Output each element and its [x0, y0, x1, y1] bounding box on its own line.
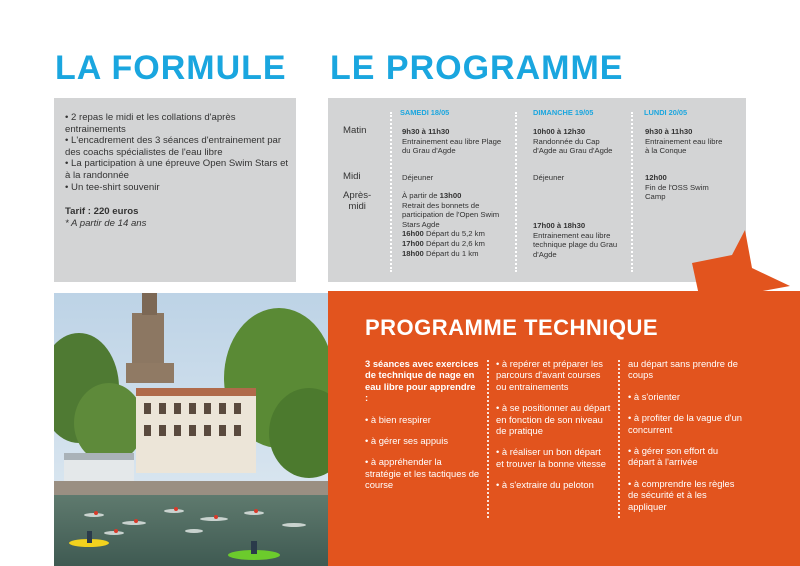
photo-illustration — [54, 293, 328, 566]
technique-item: • à gérer ses appuis — [365, 435, 449, 447]
technique-item: • à réaliser un bon départ et trouver la bonne vitesse — [496, 446, 606, 469]
prefix: À partir de — [402, 191, 440, 200]
technique-item: • à s'orienter — [628, 390, 680, 402]
time: 16h00 — [402, 229, 424, 239]
technique-col-1 — [365, 358, 480, 501]
technique-item: • à s'extraire du peloton — [496, 479, 594, 491]
formule-item: • La participation à une épreuve Open Swim Stars et à la randonnée — [65, 158, 289, 181]
agde-photo — [54, 293, 328, 566]
technique-divider — [618, 360, 620, 518]
technique-item: au départ sans prendre de coups — [628, 358, 738, 381]
time: 13h00 — [439, 191, 462, 200]
formule-item: • Un tee-shirt souvenir — [65, 181, 160, 193]
row-label-midi: Midi — [343, 171, 361, 182]
programme-title: LE PROGRAMME — [330, 49, 624, 87]
activity: Départ du 2,6 km — [423, 238, 485, 248]
day-header-lundi: LUNDI 20/05 — [644, 108, 688, 117]
formule-item: • 2 repas le midi et les collations d'après entrainements — [65, 112, 236, 135]
formule-title: LA FORMULE — [55, 49, 287, 87]
time: 9h30 à 11h30 — [402, 127, 450, 136]
technique-item: • à appréhender la stratégie et les tactiques de course — [365, 456, 480, 491]
day-header-dimanche: DIMANCHE 19/05 — [533, 108, 594, 117]
time: 12h00 — [645, 173, 667, 182]
technique-col-3 — [628, 358, 746, 522]
technique-col-2 — [496, 358, 611, 501]
row-label-apres-midi: Après- midi — [343, 190, 372, 212]
tarif-note: * A partir de 14 ans — [65, 217, 147, 229]
row-label-matin: Matin — [343, 125, 367, 136]
cell-samedi-midi: Déjeuner — [402, 173, 434, 182]
activity: Randonnée du Cap d'Agde au Grau d'Agde — [533, 136, 613, 156]
technique-item: • à comprendre les règles de sécurité et à les appliquer — [628, 477, 735, 512]
technique-divider — [487, 360, 489, 518]
time: 10h00 à 12h30 — [533, 127, 586, 136]
technique-item: • à gérer son effort du départ à l'arrivée — [628, 445, 719, 468]
activity: Fin de l'OSS Swim Camp — [645, 182, 709, 202]
activity: Entrainement eau libre à la Conque — [645, 136, 723, 156]
technique-item: • à repérer et préparer les parcours d'avant courses ou entrainements — [496, 358, 603, 392]
cell-dimanche-midi: Déjeuner — [533, 173, 565, 182]
activity: Retrait des bonnets de participation de l'Open Swim Stars Agde — [402, 200, 500, 229]
technique-item: • à bien respirer — [365, 413, 431, 425]
activity: Départ du 1 km — [423, 248, 479, 258]
activity: Entrainement eau libre technique plage du Grau d'Agde — [533, 230, 618, 259]
formule-item: • L'encadrement des 3 séances d'entrainement par des coachs spécialistes de l'eau libre — [65, 135, 282, 158]
technique-intro: 3 séances avec exercices de technique de nage en eau libre pour apprendre : — [365, 358, 479, 404]
technique-title: PROGRAMME TECHNIQUE — [365, 315, 659, 340]
tarif-label: Tarif : 220 euros — [65, 206, 139, 217]
time: 17h00 à 18h30 — [533, 221, 586, 230]
technique-item: • à se positionner au départ en fonction de son niveau de pratique — [496, 402, 611, 437]
activity: Entrainement eau libre Plage du Grau d'Agde — [402, 136, 502, 156]
activity: Départ du 5,2 km — [423, 229, 485, 239]
time: 9h30 à 11h30 — [645, 127, 693, 136]
time: 18h00 — [402, 248, 424, 258]
day-header-samedi: SAMEDI 18/05 — [400, 108, 450, 117]
technique-item: • à profiter de la vague d'un concurrent — [628, 412, 743, 435]
time: 17h00 — [402, 238, 424, 248]
